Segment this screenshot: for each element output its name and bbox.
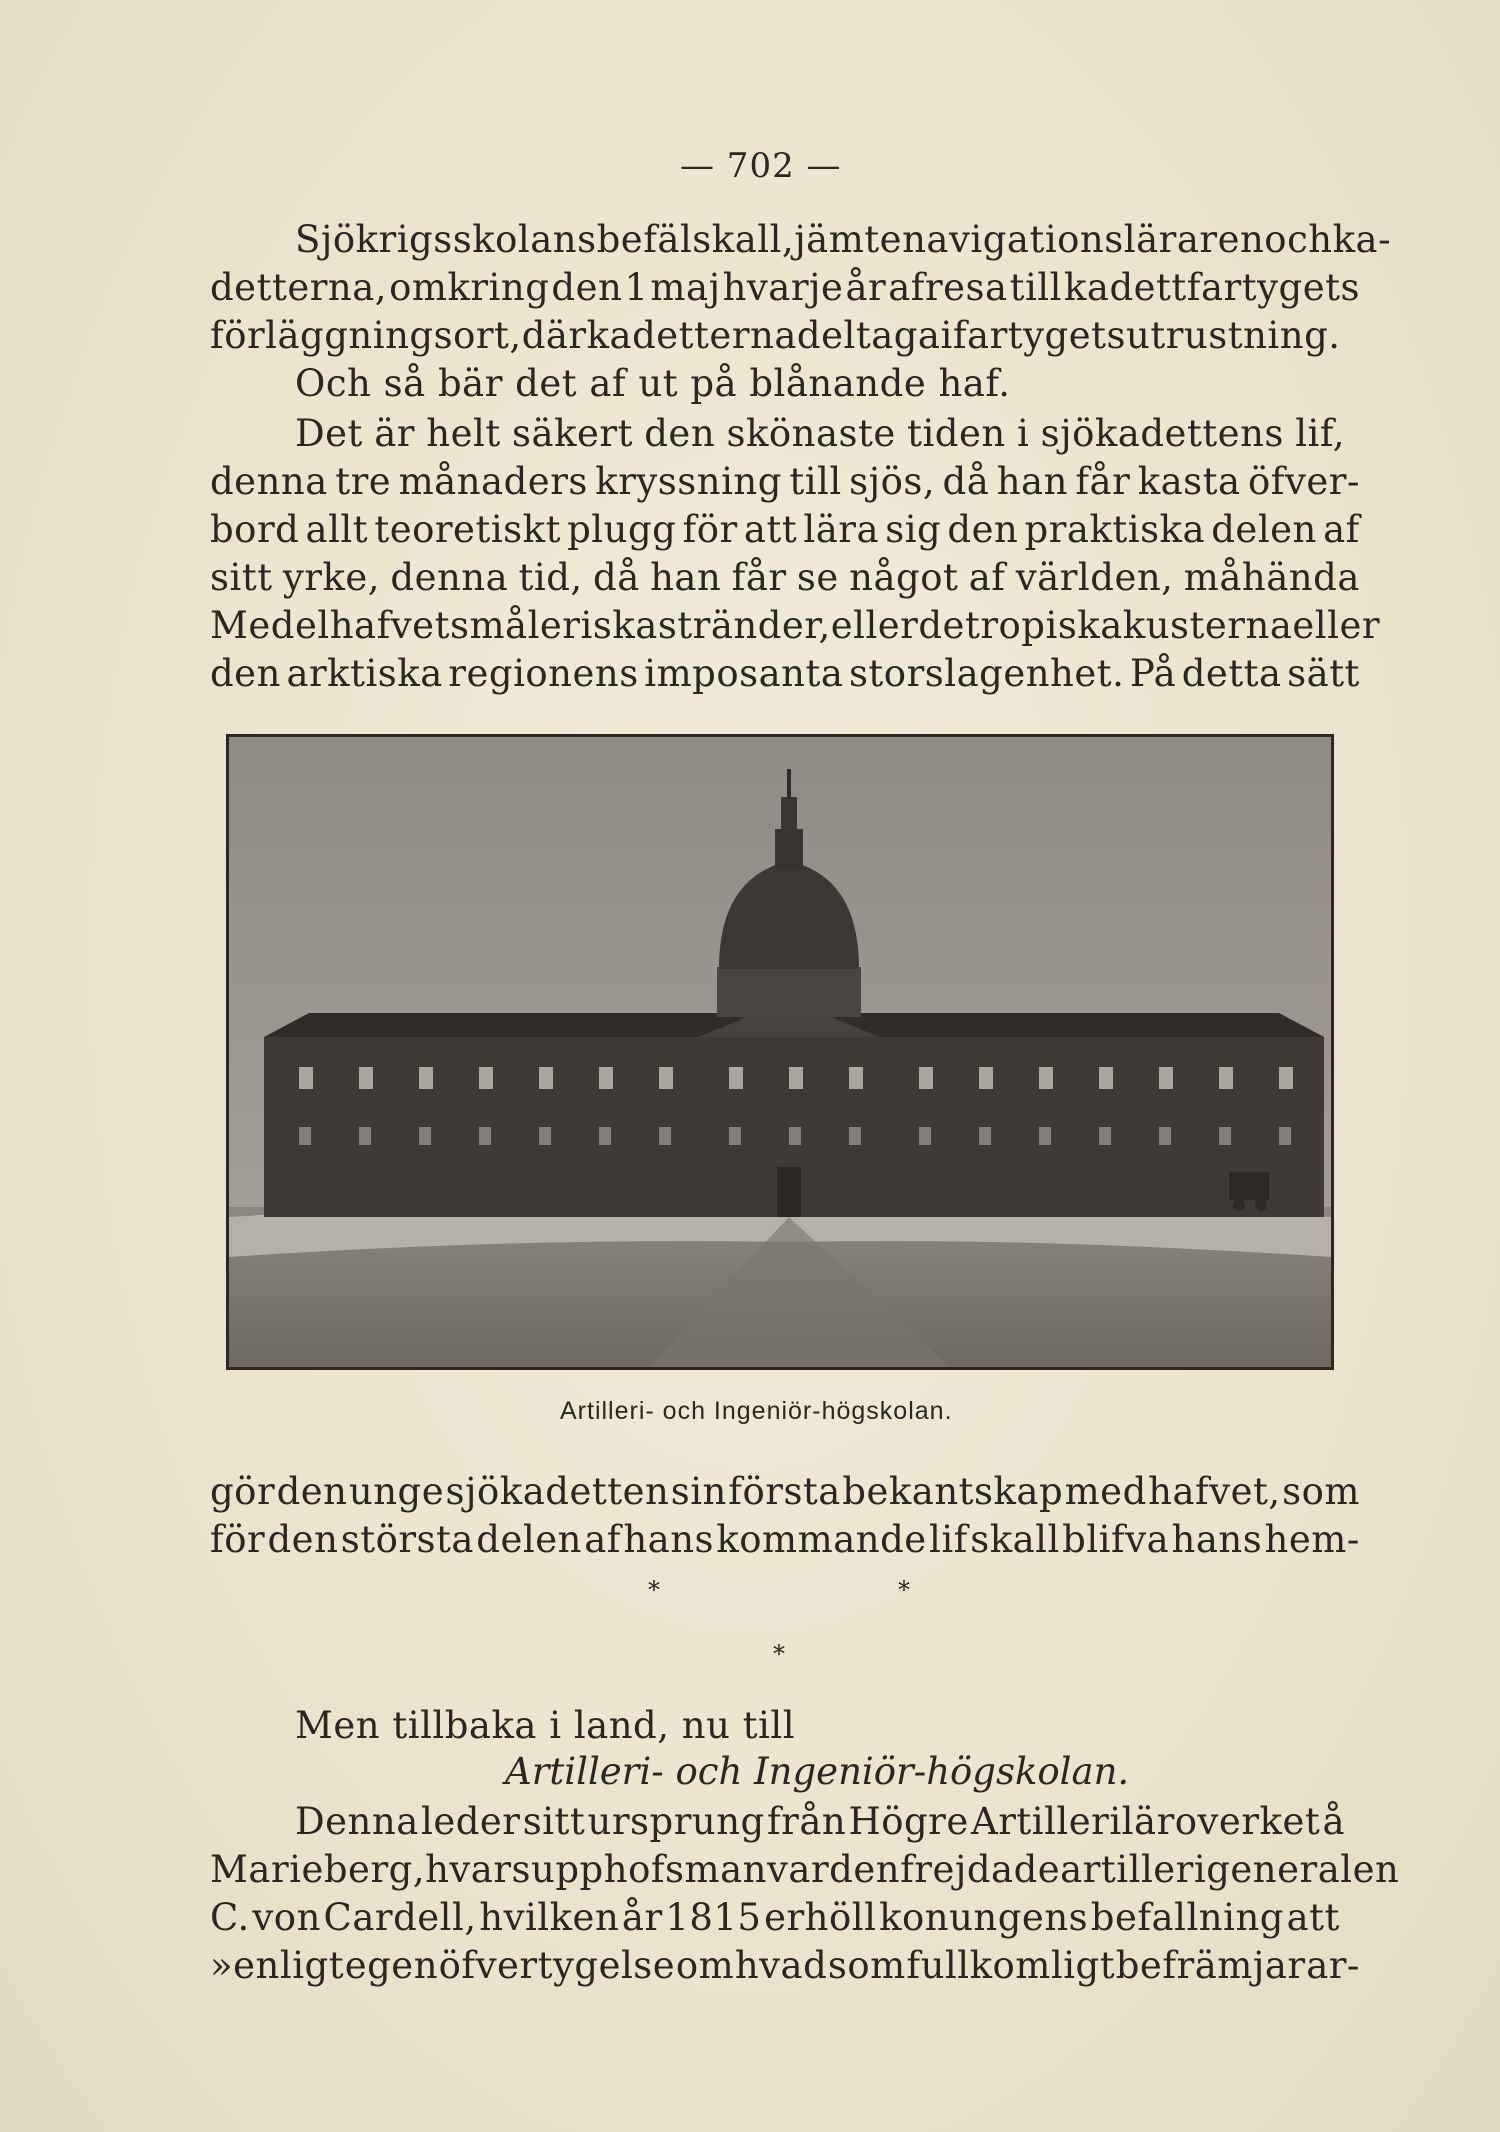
word: erhöll — [764, 1896, 877, 1939]
word: tiden — [907, 412, 1006, 455]
word: denna — [210, 460, 328, 503]
word: något — [849, 556, 959, 599]
word: ursprung — [587, 1800, 765, 1843]
word: befrämjar — [1115, 1944, 1306, 1987]
word: den — [267, 1518, 339, 1561]
word: sjökadettens — [1040, 412, 1284, 455]
word: månaders — [398, 460, 588, 503]
word: På — [1129, 652, 1177, 695]
text-line — [210, 1518, 1360, 1562]
word: från — [766, 1800, 847, 1843]
word: konungens — [879, 1896, 1089, 1939]
word: och — [1264, 218, 1333, 261]
word: hans — [1171, 1518, 1263, 1561]
word: af — [1323, 508, 1360, 551]
word: kryssning — [595, 460, 782, 503]
word: blifva — [1062, 1518, 1170, 1561]
word: största — [340, 1518, 474, 1561]
word: lif, — [1295, 412, 1345, 455]
word: jämte — [794, 218, 903, 261]
text-line — [210, 1470, 1360, 1514]
word: Cardell, — [323, 1896, 477, 1939]
word: sjös, — [849, 460, 936, 503]
word: kasta — [1137, 460, 1241, 503]
word: artillerigeneralen — [1060, 1848, 1400, 1891]
word: deltaga — [796, 314, 941, 357]
word: sig — [885, 508, 942, 551]
word: fartygets — [952, 314, 1126, 357]
text-line — [210, 1896, 1340, 1940]
word: förläggningsort, — [210, 314, 522, 357]
word: den — [829, 1848, 901, 1891]
word: första — [728, 1470, 841, 1513]
word: kusterna — [1122, 604, 1293, 647]
word: får — [1075, 460, 1131, 503]
word: den — [276, 1470, 348, 1513]
asterism: * — [898, 1576, 910, 1604]
text-line — [210, 1848, 1400, 1892]
word: tid, — [518, 556, 583, 599]
word: ar- — [1306, 1944, 1360, 1987]
word: hvilken — [479, 1896, 620, 1939]
text-line — [295, 218, 1392, 262]
word: världen, — [1015, 556, 1174, 599]
word: å — [1322, 1800, 1345, 1843]
word: den — [947, 508, 1019, 551]
text-line — [210, 266, 1360, 310]
word: måleriska — [469, 604, 658, 647]
word: detterna, — [210, 266, 388, 309]
word: af — [968, 556, 1006, 599]
word: von — [252, 1896, 321, 1939]
figure-caption: Artilleri- och Ingeniör-högskolan. — [560, 1397, 953, 1425]
word: tropiska — [964, 604, 1123, 647]
word: befallning — [1090, 1896, 1284, 1939]
word: Det — [295, 412, 363, 455]
word: i — [940, 314, 953, 357]
word: praktiska — [1024, 508, 1206, 551]
word: hans — [623, 1518, 715, 1561]
word: Marieberg, — [210, 1848, 426, 1891]
word: ka- — [1332, 218, 1392, 261]
word: unge — [348, 1470, 445, 1513]
word: då — [942, 460, 990, 503]
word: den — [551, 266, 623, 309]
word: denna — [390, 556, 509, 599]
word: hvars — [425, 1848, 532, 1891]
word: om — [675, 1944, 735, 1987]
word: skall, — [692, 218, 795, 261]
word: upphofsman — [531, 1848, 768, 1891]
word: befäl — [596, 218, 693, 261]
word: yrke, — [282, 556, 381, 599]
building-photograph — [226, 734, 1334, 1370]
word: maj — [650, 266, 721, 309]
word: sitt — [522, 1800, 586, 1843]
word: Artilleriläroverket — [970, 1800, 1321, 1843]
word: han — [650, 556, 722, 599]
word: öfvertygelse — [438, 1944, 676, 1987]
word: 1 — [624, 266, 649, 309]
word: afresa — [888, 266, 1008, 309]
word: med — [1064, 1470, 1147, 1513]
word: Medelhafvets — [210, 604, 470, 647]
word: helt — [426, 412, 501, 455]
word: 1815 — [665, 1896, 762, 1939]
word: den — [644, 412, 716, 455]
word: Denna — [295, 1800, 419, 1843]
word: storslagenhet. — [848, 652, 1125, 695]
text-line — [210, 314, 1340, 358]
word: är — [374, 412, 415, 455]
section-heading: Artilleri- och Ingeniör-högskolan. — [505, 1750, 1130, 1793]
word: öfver- — [1248, 460, 1360, 503]
page-number: — 702 — — [680, 146, 842, 186]
word: tre — [335, 460, 392, 503]
text-line — [210, 652, 1360, 696]
word: frejdade — [900, 1848, 1061, 1891]
word: utrustning. — [1126, 314, 1341, 357]
word: teoretiskt — [374, 508, 561, 551]
word: omkring — [389, 266, 550, 309]
word: skall — [970, 1518, 1060, 1561]
word: till — [789, 460, 842, 503]
word: leder — [421, 1800, 521, 1843]
word: var — [767, 1848, 830, 1891]
asterism: * — [773, 1640, 785, 1668]
word: får — [731, 556, 787, 599]
word: delen — [1211, 508, 1317, 551]
word: kommande — [716, 1518, 927, 1561]
asterism: * — [648, 1576, 660, 1604]
word: kadettfartygets — [1064, 266, 1360, 309]
word: kadetterna — [586, 314, 797, 357]
word: Högre — [848, 1800, 969, 1843]
text-line — [210, 556, 1360, 600]
word: egen — [344, 1944, 439, 1987]
text-line: Och så bär det af ut på blånande haf. — [295, 362, 1011, 405]
word: imposanta — [644, 652, 844, 695]
word: »enligt — [210, 1944, 345, 1987]
word: gör — [210, 1470, 276, 1513]
word: sjökadetten — [445, 1470, 670, 1513]
text-line — [295, 412, 1345, 456]
word: Sjökrigsskolans — [295, 218, 597, 261]
word: hem- — [1264, 1518, 1360, 1561]
word: år — [845, 266, 887, 309]
word: hvad — [734, 1944, 828, 1987]
word: sitt — [210, 556, 273, 599]
word: delen — [476, 1518, 582, 1561]
text-line: Men tillbaka i land, nu till — [295, 1704, 796, 1747]
word: bord — [210, 508, 300, 551]
word: där — [521, 314, 587, 357]
word: navigationsläraren — [902, 218, 1265, 261]
word: för — [210, 1518, 266, 1561]
word: bekantskap — [842, 1470, 1064, 1513]
text-line — [210, 508, 1360, 552]
word: arktiska — [286, 652, 443, 695]
word: som — [827, 1944, 906, 1987]
word: fullkomligt — [906, 1944, 1116, 1987]
word: sin — [670, 1470, 727, 1513]
word: detta — [1181, 652, 1282, 695]
word: allt — [305, 508, 369, 551]
word: C. — [210, 1896, 250, 1939]
word: hafvet, — [1148, 1470, 1281, 1513]
word: säkert — [512, 412, 633, 455]
word: lif — [929, 1518, 968, 1561]
word: han — [996, 460, 1068, 503]
word: de — [918, 604, 965, 647]
word: då — [593, 556, 640, 599]
word: sätt — [1287, 652, 1360, 695]
word: lära — [803, 508, 880, 551]
word: som — [1282, 1470, 1360, 1513]
word: att — [743, 508, 798, 551]
word: eller — [1292, 604, 1381, 647]
text-line — [210, 604, 1381, 648]
text-line — [295, 1800, 1345, 1844]
word: för — [682, 508, 738, 551]
building-illustration — [229, 737, 1331, 1367]
word: regionens — [448, 652, 639, 695]
word: af — [584, 1518, 622, 1561]
word: måhända — [1183, 556, 1360, 599]
word: till — [1009, 266, 1062, 309]
word: eller — [830, 604, 919, 647]
word: år — [621, 1896, 663, 1939]
word: hvarje — [722, 266, 844, 309]
word: skönaste — [726, 412, 896, 455]
word: den — [210, 652, 281, 695]
word: plugg — [567, 508, 677, 551]
word: i — [1017, 412, 1030, 455]
text-line — [210, 1944, 1360, 1988]
text-line — [210, 460, 1360, 504]
word: att — [1286, 1896, 1340, 1939]
word: se — [796, 556, 839, 599]
word: stränder, — [657, 604, 831, 647]
